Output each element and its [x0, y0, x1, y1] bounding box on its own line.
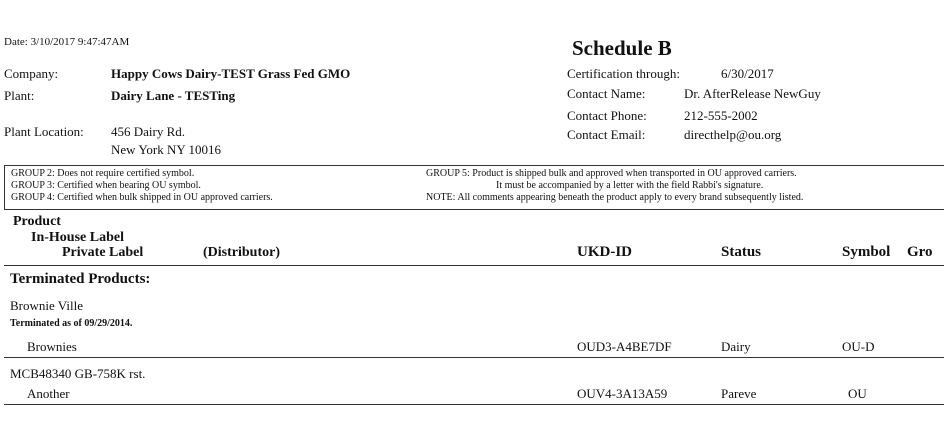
product-name: MCB48340 GB-758K rst.: [10, 366, 146, 381]
plant-value: Dairy Lane - TESTing: [111, 88, 236, 103]
col-product: Product: [13, 214, 61, 229]
plant-label: Plant:: [4, 88, 35, 103]
header-rule: [4, 265, 944, 266]
col-status: Status: [721, 244, 762, 260]
note-group5-line2: It must be accompanied by a letter with the field Rabbi's signature.: [496, 180, 764, 191]
product-item: Another: [27, 386, 70, 401]
note-group5-line1: GROUP 5: Product is shipped bulk and approved when transported in OU approved carriers.: [426, 168, 797, 179]
location-line1: 456 Dairy Rd.: [111, 124, 186, 139]
product-name: Brownie Ville: [10, 298, 83, 313]
col-inhouse-label: In-House Label: [31, 230, 124, 245]
row-rule: [4, 357, 944, 358]
contact-email-label: Contact Email:: [567, 127, 646, 142]
product-symbol: OU: [848, 386, 867, 401]
product-ukd-id: OUV4-3A13A59: [577, 386, 668, 401]
company-value: Happy Cows Dairy-TEST Grass Fed GMO: [111, 66, 351, 81]
note-group2: GROUP 2: Does not require certified symbol.: [11, 168, 195, 179]
product-symbol: OU-D: [842, 339, 875, 354]
col-symbol: Symbol: [842, 244, 891, 260]
contact-phone-label: Contact Phone:: [567, 108, 647, 123]
product-ukd-id: OUD3-A4BE7DF: [577, 339, 672, 354]
col-distributor: (Distributor): [203, 245, 280, 260]
col-group: Gro: [907, 244, 933, 260]
report-date: Date: 3/10/2017 9:47:47AM: [4, 36, 130, 48]
group-notes-box: [4, 165, 944, 210]
cert-through-value: 6/30/2017: [721, 66, 774, 81]
product-item: Brownies: [27, 339, 77, 354]
col-ukd-id: UKD-ID: [577, 244, 632, 260]
product-status: Dairy: [721, 339, 751, 354]
contact-name-label: Contact Name:: [567, 86, 646, 101]
note-group4: GROUP 4: Certified when bulk shipped in OU approved carriers.: [11, 192, 273, 203]
col-private-label: Private Label: [62, 245, 144, 260]
product-note: Terminated as of 09/29/2014.: [10, 318, 133, 329]
cert-through-label: Certification through:: [567, 66, 681, 81]
product-status: Pareve: [721, 386, 757, 401]
note-comments: NOTE: All comments appearing beneath the product apply to every brand subsequently listed.: [426, 192, 804, 203]
note-group3: GROUP 3: Certified when bearing OU symbol.: [11, 180, 201, 191]
row-rule: [4, 404, 944, 405]
page-title: Schedule B: [572, 36, 672, 60]
section-title: Terminated Products:: [10, 271, 151, 287]
contact-name-value: Dr. AfterRelease NewGuy: [684, 86, 821, 101]
location-label: Plant Location:: [4, 124, 84, 139]
contact-phone-value: 212-555-2002: [684, 108, 758, 123]
company-label: Company:: [4, 66, 59, 81]
contact-email-value: directhelp@ou.org: [684, 127, 782, 142]
location-line2: New York NY 10016: [111, 142, 222, 157]
